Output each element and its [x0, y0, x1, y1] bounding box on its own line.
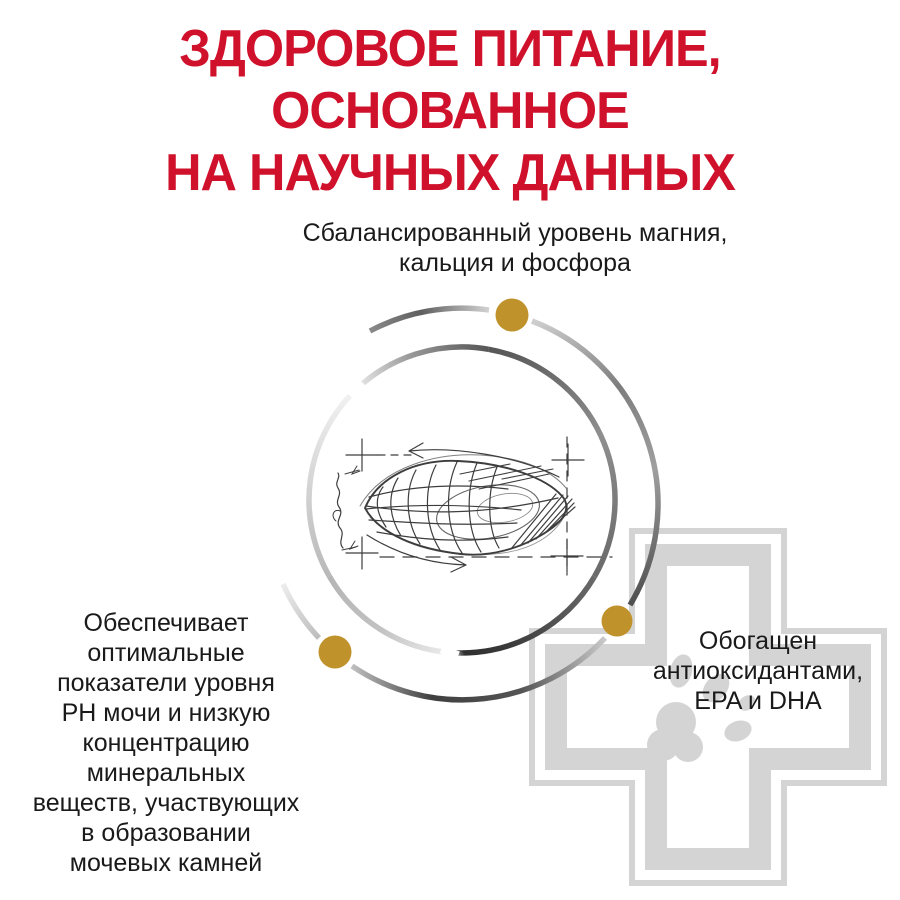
callout-left-line: Обеспечивает	[83, 609, 249, 637]
callout-right-line: EPA и DHA	[694, 687, 822, 715]
callout-left-line: оптимальные	[87, 639, 245, 667]
callout-left-line: веществ, участвующих	[32, 789, 300, 817]
callout-left-line: мочевых камней	[69, 849, 263, 877]
callout-right	[607, 626, 900, 716]
ring-glint	[440, 645, 460, 660]
kibble-sketch-icon	[333, 437, 612, 575]
callout-left-line: минеральных	[86, 759, 246, 787]
callout-left-line: PH мочи и низкую	[61, 699, 271, 727]
gold-dot-top	[496, 299, 529, 332]
callout-right-line: Обогащен	[698, 627, 818, 655]
inner-ring	[309, 347, 615, 660]
title-line-2: НА НАУЧНЫХ ДАННЫХ	[165, 144, 735, 202]
callout-top-line: кальция и фосфора	[399, 249, 631, 277]
callout-left	[0, 608, 332, 878]
callout-top	[215, 218, 815, 278]
callout-right-line: антиоксидантами,	[652, 657, 864, 685]
page-title	[14, 18, 887, 204]
title-line-1: ЗДОРОВОЕ ПИТАНИЕ, ОСНОВАННОЕ	[179, 20, 721, 140]
callout-left-line: в образовании	[81, 819, 251, 847]
callout-left-line: показатели уровня	[57, 669, 275, 697]
callout-left-line: концентрацию	[82, 729, 250, 757]
callout-top-line: Сбалансированный уровень магния,	[302, 219, 728, 247]
